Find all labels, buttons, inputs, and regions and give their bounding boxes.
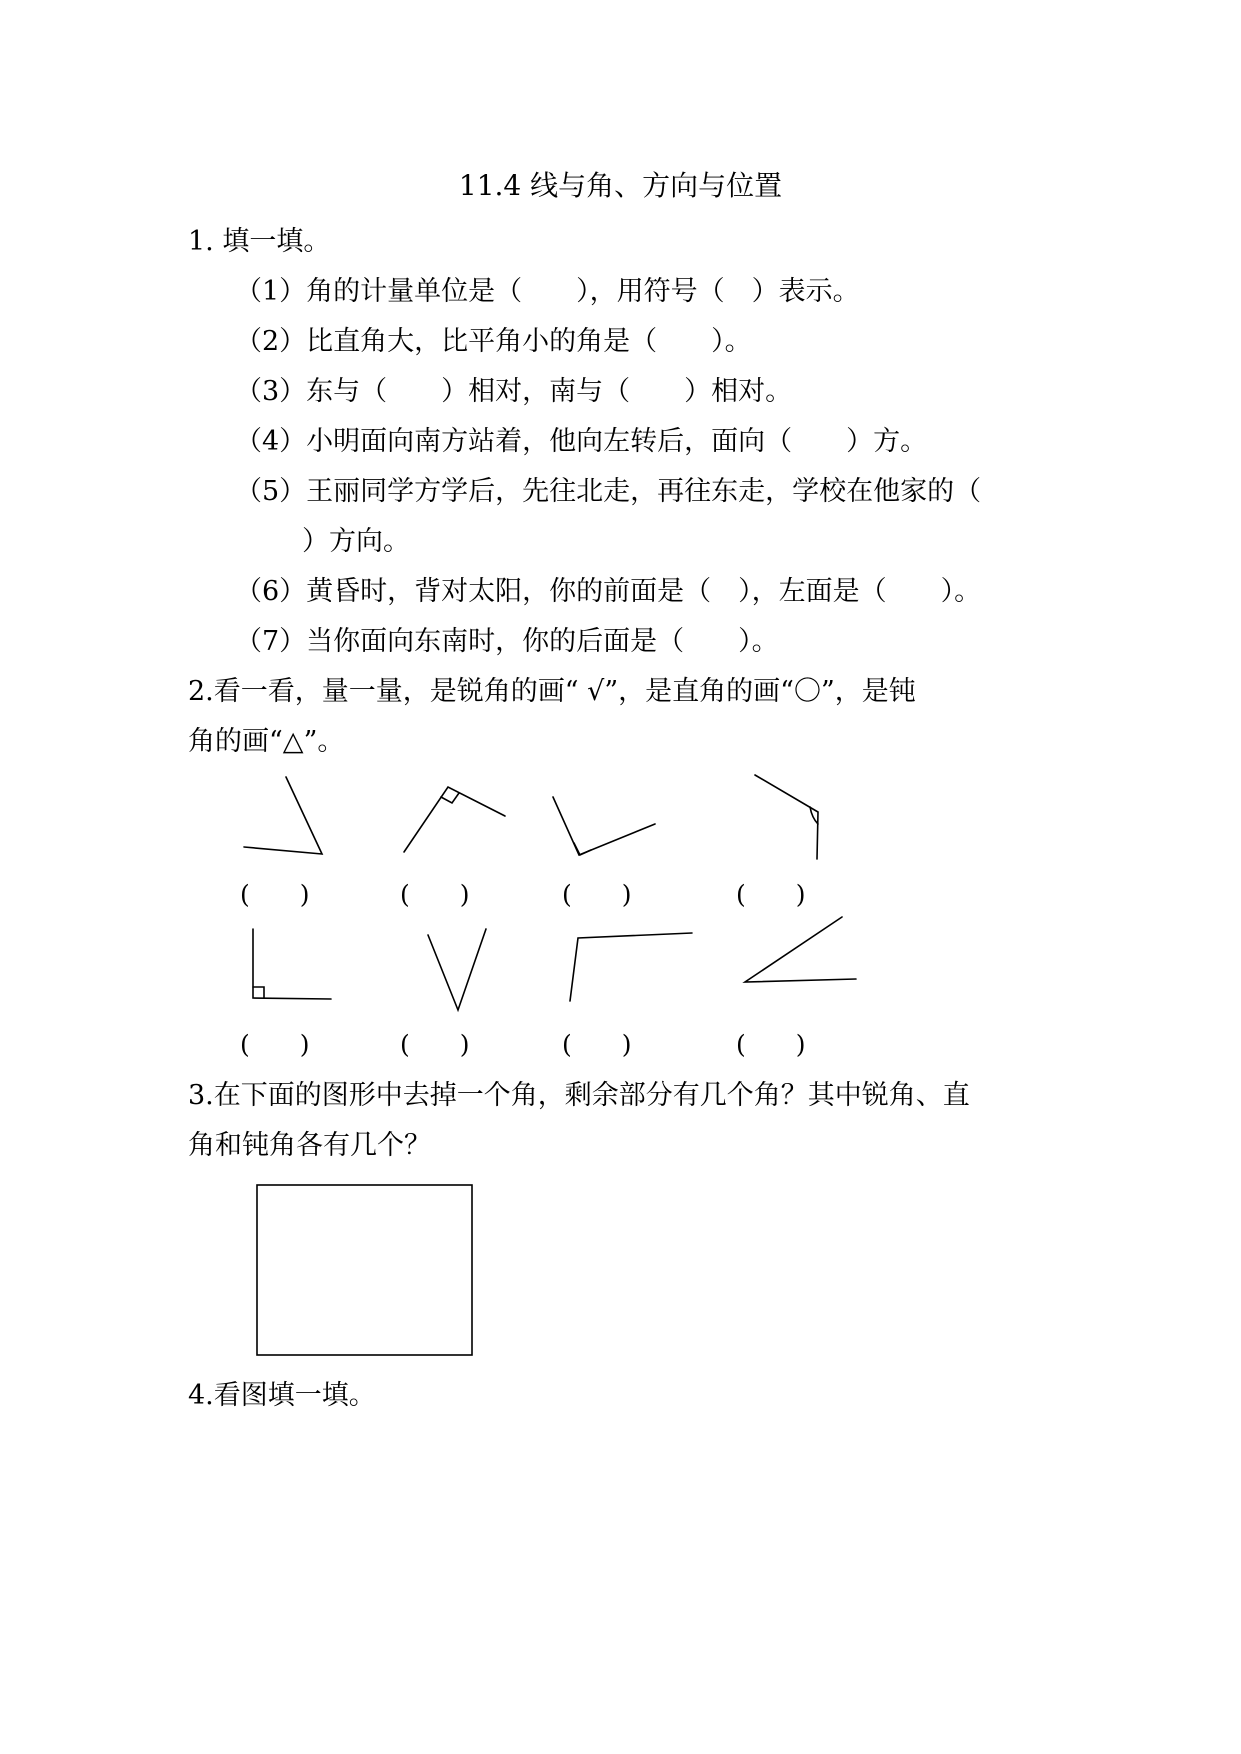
angle-answer-blank-7: ( ) [562,1030,632,1059]
angle-answer-blank-1: ( ) [240,880,310,909]
question-1-5-continued: ）方向。 [302,526,410,557]
question-1-3: （3）东与（ ）相对，南与（ ）相对。 [235,376,793,407]
angle-answer-blank-3: ( ) [562,880,632,909]
section-3-heading-line2: 角和钝角各有几个？ [188,1130,431,1161]
section-1-heading: 1. 填一填。 [188,226,331,257]
rectangle-figure [257,1185,472,1355]
page-title: 11.4 线与角、方向与位置 [458,169,783,202]
angle-answer-blank-6: ( ) [400,1030,470,1059]
angle-figure-5-right-mark [253,987,264,998]
angle-figure-7 [570,933,692,1001]
angle-figure-6 [428,929,486,1010]
question-1-4: （4）小明面向南方站着，他向左转后，面向（ ）方。 [235,426,928,457]
question-1-2: （2）比直角大，比平角小的角是（ ）。 [235,326,752,357]
question-1-6: （6）黄昏时，背对太阳，你的前面是（ ），左面是（ ）。 [235,576,982,607]
angle-answer-blank-2: ( ) [400,880,470,909]
angle-figure-4 [755,775,818,859]
angle-figure-2 [404,787,505,852]
section-4-heading: 4.看图填一填。 [188,1380,376,1411]
angle-answer-blank-8: ( ) [736,1030,806,1059]
angle-figure-3-right-mark [574,843,591,855]
angle-figure-1 [244,777,322,854]
question-1-7: （7）当你面向东南时，你的后面是（ ）。 [235,626,779,657]
question-1-1: （1）角的计量单位是（ ），用符号（ ）表示。 [235,276,860,307]
section-2-heading-line1: 2.看一看，量一量，是锐角的画“ √”，是直角的画“〇”，是钝 [188,676,916,707]
angle-figure-8 [745,917,856,982]
section-3-heading-line1: 3.在下面的图形中去掉一个角，剩余部分有几个角？其中锐角、直 [188,1080,970,1111]
angle-answer-blank-5: ( ) [240,1030,310,1059]
angle-figure-3 [553,797,655,855]
angle-answer-blank-4: ( ) [736,880,806,909]
section-2-heading-line2: 角的画“△”。 [188,726,345,757]
question-1-5: （5）王丽同学方学后，先往北走，再往东走，学校在他家的（ [235,476,982,507]
